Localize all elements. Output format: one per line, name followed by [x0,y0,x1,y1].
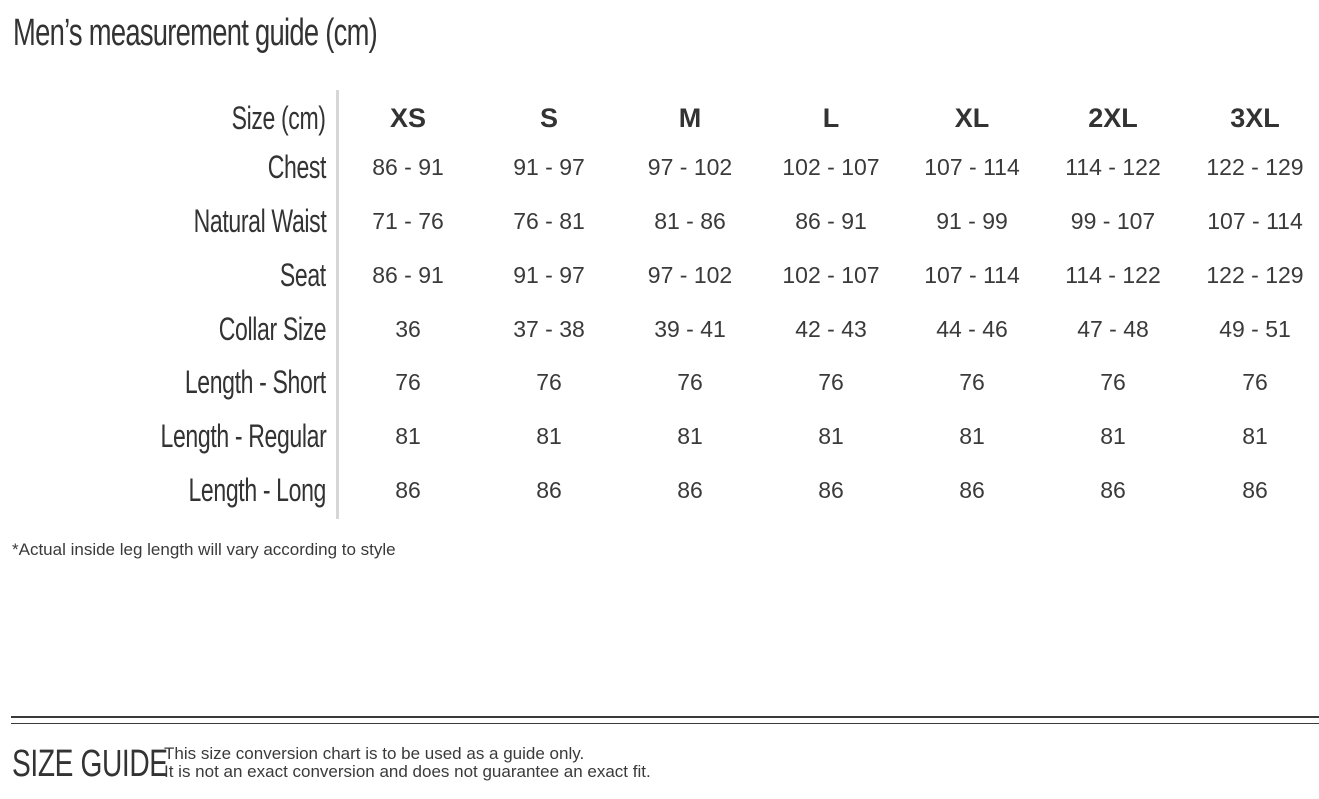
table-cell: 86 - 91 [795,208,867,234]
column-header-m: M [678,103,702,133]
table-cell: 81 [395,423,421,449]
table-cell: 42 - 43 [795,316,867,342]
table-cell: 86 - 91 [372,154,444,180]
table-cell: 122 - 129 [1206,262,1304,288]
column-header-3xl: 3XL [1230,103,1280,133]
row-label-seat: Seat [280,257,326,293]
table-cell: 47 - 48 [1077,316,1149,342]
table-cell: 91 - 97 [513,154,585,180]
table-cell: 102 - 107 [782,262,880,288]
table-cell: 102 - 107 [782,154,880,180]
table-cell: 107 - 114 [1207,208,1303,234]
table-cell: 37 - 38 [513,316,585,342]
footer-rule-top [11,716,1319,718]
table-cell: 86 [1100,477,1126,503]
column-header-s: S [539,103,558,133]
table-cell: 86 [818,477,844,503]
disclaimer-line-2: It is not an exact conversion and does not guarantee an exact fit. [164,762,651,781]
table-cell: 86 [677,477,703,503]
table-cell: 76 [818,369,844,395]
table-cell: 86 [959,477,985,503]
table-cell: 114 - 122 [1065,154,1161,180]
footer-rule-bottom [11,723,1319,724]
table-cell: 107 - 114 [924,154,1020,180]
table-cell: 36 [395,316,421,342]
table-cell: 99 - 107 [1070,208,1156,234]
table-cell: 91 - 99 [936,208,1008,234]
table-cell: 81 [1242,423,1268,449]
row-label-length-short: Length - Short [185,364,326,400]
table-cell: 76 [1242,369,1268,395]
table-cell: 86 [395,477,421,503]
table-cell: 81 [818,423,844,449]
table-cell: 76 [395,369,421,395]
table-cell: 97 - 102 [647,262,733,288]
table-cell: 86 [536,477,562,503]
table-cell: 76 [536,369,562,395]
row-label-collar-size: Collar Size [218,311,326,347]
table-cell: 81 [536,423,562,449]
table-cell: 49 - 51 [1219,316,1291,342]
row-label-size: Size (cm) [231,100,326,136]
column-header-xl: XL [954,103,990,133]
table-cell: 91 - 97 [513,262,585,288]
size-guide-heading: SIZE GUIDE [12,743,168,785]
disclaimer-line-1: This size conversion chart is to be used as a guide only. [164,744,585,763]
page-title: Men’s measurement guide (cm) [13,12,378,54]
table-cell: 39 - 41 [654,316,726,342]
table-cell: 81 - 86 [654,208,726,234]
footnote: *Actual inside leg length will vary according to style [12,540,396,559]
table-cell: 44 - 46 [936,316,1008,342]
table-cell: 86 - 91 [372,262,444,288]
row-label-length-long: Length - Long [188,472,326,508]
table-cell: 97 - 102 [647,154,733,180]
table-cell: 86 [1242,477,1268,503]
table-cell: 76 [959,369,985,395]
table-cell: 76 - 81 [513,208,585,234]
table-cell: 76 [1100,369,1126,395]
table-cell: 114 - 122 [1065,262,1161,288]
table-cell: 81 [1100,423,1126,449]
row-label-natural-waist: Natural Waist [193,203,326,239]
row-label-length-regular: Length - Regular [160,418,326,454]
row-label-chest: Chest [267,149,326,185]
column-header-xs: XS [389,103,427,133]
table-cell: 81 [959,423,985,449]
table-cell: 122 - 129 [1206,154,1304,180]
table-cell: 107 - 114 [924,262,1020,288]
column-header-2xl: 2XL [1088,103,1138,133]
table-cell: 71 - 76 [372,208,444,234]
size-table [0,90,1319,520]
table-cell: 81 [677,423,703,449]
column-header-l: L [822,103,840,133]
table-cell: 76 [677,369,703,395]
